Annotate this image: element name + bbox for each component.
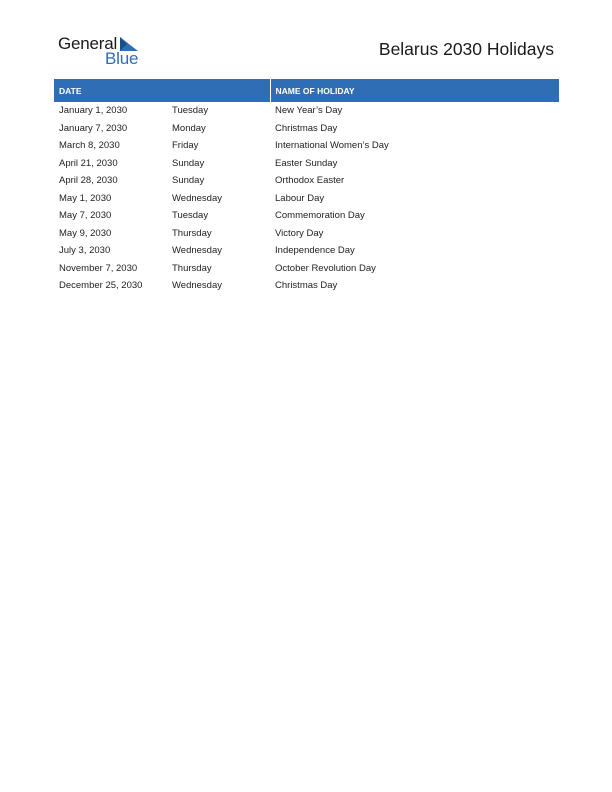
holiday-weekday: Thursday (172, 262, 212, 274)
page-title: Belarus 2030 Holidays (378, 39, 554, 59)
holiday-name: New Year’s Day (275, 105, 343, 117)
column-header-holiday: NAME OF HOLIDAY (270, 79, 559, 102)
logo-word-blue: Blue (105, 49, 139, 68)
holiday-weekday: Tuesday (172, 105, 209, 117)
holiday-weekday: Sunday (172, 175, 205, 187)
table-row (54, 155, 559, 173)
table-row (54, 102, 559, 120)
holiday-name: Labour Day (275, 192, 325, 204)
holiday-name: Christmas Day (275, 280, 338, 292)
table-row (54, 172, 559, 190)
holiday-date: January 1, 2030 (59, 105, 128, 117)
holiday-date: May 7, 2030 (59, 210, 112, 222)
holiday-name: Christmas Day (275, 122, 338, 134)
table-body (54, 102, 559, 295)
holiday-name: October Revolution Day (275, 262, 376, 274)
holiday-date: July 3, 2030 (59, 245, 111, 257)
holiday-weekday: Sunday (172, 157, 205, 169)
table-row (54, 120, 559, 138)
holiday-name: Victory Day (275, 227, 324, 239)
holiday-date: December 25, 2030 (59, 280, 143, 292)
holiday-name: Commemoration Day (275, 210, 365, 222)
holiday-date: May 9, 2030 (59, 227, 112, 239)
holiday-table (54, 79, 559, 295)
holiday-weekday: Wednesday (172, 245, 222, 257)
holiday-name: Easter Sunday (275, 157, 338, 169)
holiday-date: March 8, 2030 (59, 140, 120, 152)
logo-word-general: General (58, 34, 118, 53)
holiday-weekday: Thursday (172, 227, 212, 239)
holiday-weekday: Friday (172, 140, 199, 152)
table-row (54, 242, 559, 260)
holiday-date: April 28, 2030 (59, 175, 118, 187)
holiday-name: Orthodox Easter (275, 175, 345, 187)
holiday-date: May 1, 2030 (59, 192, 112, 204)
table-row (54, 137, 559, 155)
holiday-name: International Women’s Day (275, 140, 389, 152)
holiday-name: Independence Day (275, 245, 355, 257)
holiday-weekday: Tuesday (172, 210, 209, 222)
holiday-date: November 7, 2030 (59, 262, 138, 274)
table-row (54, 207, 559, 225)
holiday-weekday: Wednesday (172, 280, 222, 292)
holiday-date: January 7, 2030 (59, 122, 128, 134)
holiday-weekday: Wednesday (172, 192, 222, 204)
holiday-date: April 21, 2030 (59, 157, 118, 169)
generalblue-logo (58, 34, 148, 68)
table-header-row (54, 79, 559, 102)
holiday-weekday: Monday (172, 122, 206, 134)
table-row (54, 190, 559, 208)
table-row (54, 277, 559, 295)
table-row (54, 225, 559, 243)
column-header-date: DATE (54, 79, 270, 102)
table-row (54, 260, 559, 278)
